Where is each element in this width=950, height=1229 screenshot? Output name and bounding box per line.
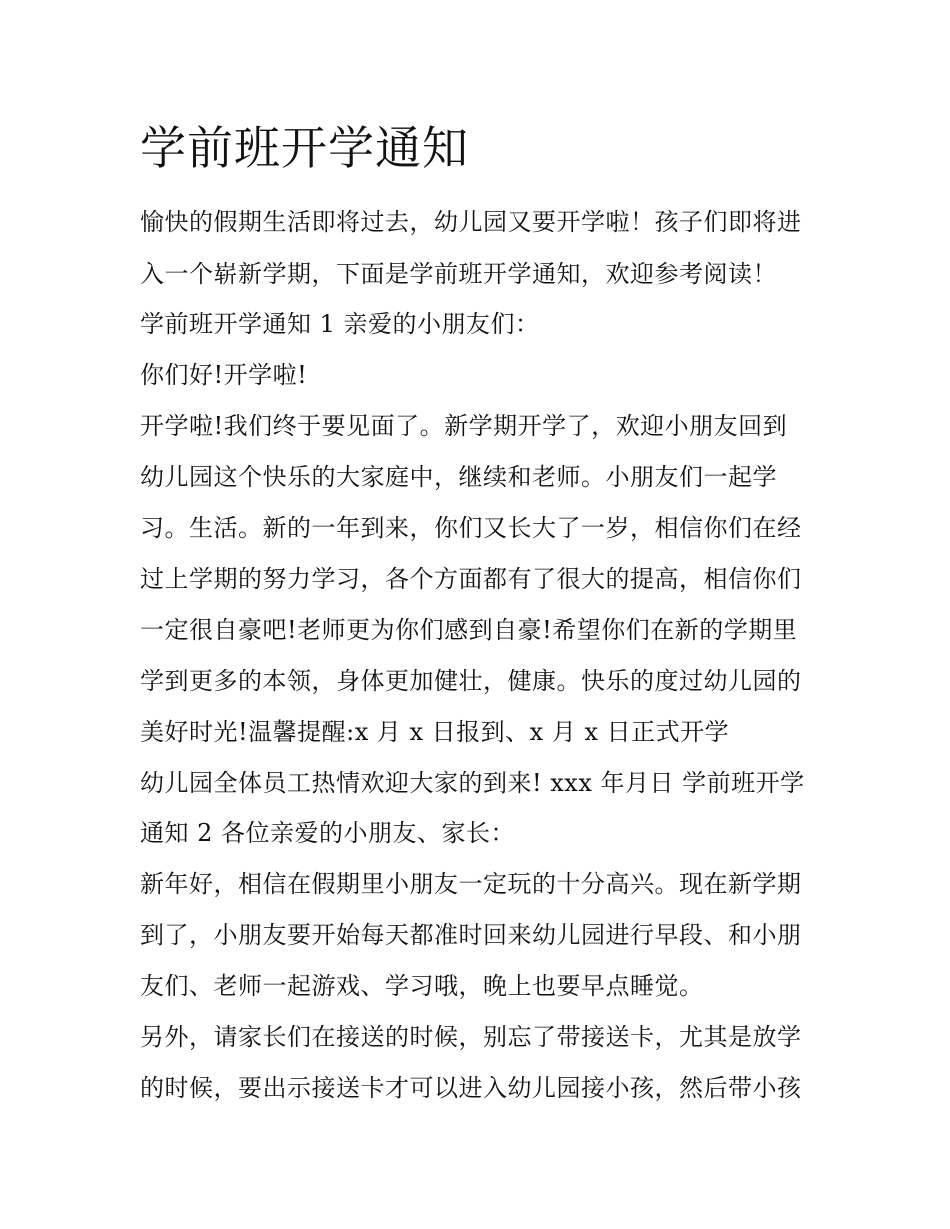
body-line: 学前班开学通知 1 亲爱的小朋友们： bbox=[140, 310, 540, 338]
body-line: 学到更多的本领，身体更加健壮，健康。快乐的度过幼儿园的 bbox=[140, 667, 802, 695]
body-line: 入一个崭新学期，下面是学前班开学通知，欢迎参考阅读！ bbox=[140, 260, 777, 288]
body-line: 通知 2 各位亲爱的小朋友、家长： bbox=[140, 819, 516, 847]
body-line: 愉快的假期生活即将过去，幼儿园又要开学啦！孩子们即将进 bbox=[140, 208, 802, 236]
body-line: 幼儿园全体员工热情欢迎大家的到来! xxx 年月日 学前班开学 bbox=[140, 769, 805, 797]
body-line: 习。生活。新的一年到来，你们又长大了一岁，相信你们在经 bbox=[140, 514, 802, 542]
body-line: 幼儿园这个快乐的大家庭中，继续和老师。小朋友们一起学 bbox=[140, 463, 777, 491]
body-line: 一定很自豪吧!老师更为你们感到自豪!希望你们在新的学期里 bbox=[140, 616, 798, 644]
body-line: 过上学期的努力学习，各个方面都有了很大的提高，相信你们 bbox=[140, 565, 802, 593]
body-line: 的时候，要出示接送卡才可以进入幼儿园接小孩，然后带小孩 bbox=[140, 1074, 802, 1102]
body-line: 新年好，相信在假期里小朋友一定玩的十分高兴。现在新学期 bbox=[140, 870, 802, 898]
body-line: 开学啦!我们终于要见面了。新学期开学了，欢迎小朋友回到 bbox=[140, 412, 788, 440]
body-line: 另外，请家长们在接送的时候，别忘了带接送卡，尤其是放学 bbox=[140, 1023, 802, 1051]
body-line: 美好时光!温馨提醒:x 月 x 日报到、x 月 x 日正式开学 bbox=[140, 718, 730, 746]
body-line: 你们好!开学啦! bbox=[140, 361, 308, 389]
body-line: 友们、老师一起游戏、学习哦，晚上也要早点睡觉。 bbox=[140, 972, 704, 1000]
document-title: 学前班开学通知 bbox=[140, 121, 469, 175]
body-line: 到了，小朋友要开始每天都准时回来幼儿园进行早段、和小朋 bbox=[140, 921, 802, 949]
